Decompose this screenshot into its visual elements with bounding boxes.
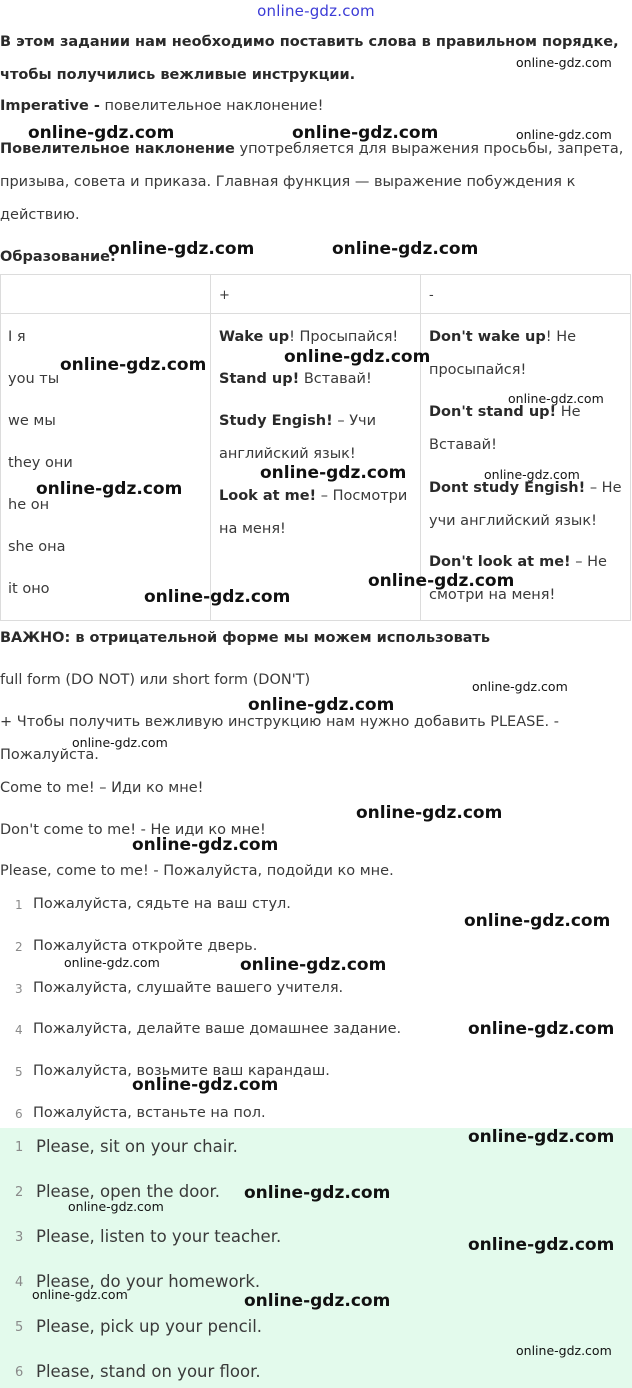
important-note: ВАЖНО: в отрицательной форме мы можем использовать	[0, 630, 491, 646]
negative-command: Don't stand up!	[429, 404, 557, 420]
positive-translation: на меня!	[219, 521, 286, 537]
pronoun-cell: you ты	[8, 371, 60, 387]
negative-translation: Вставай!	[429, 437, 497, 453]
watermark: online-gdz.com	[244, 1183, 391, 1203]
watermark: online-gdz.com	[468, 1127, 615, 1147]
watermark: online-gdz.com	[468, 1235, 615, 1255]
please-note-line-2: Пожалуйста.	[0, 747, 99, 763]
list-number: 5	[15, 1065, 23, 1079]
mood-line-3: действию.	[0, 207, 80, 223]
watermark: online-gdz.com	[468, 1019, 615, 1039]
pronoun-cell: we мы	[8, 413, 56, 429]
answer-number: 5	[15, 1320, 24, 1335]
positive-translation: Вставай!	[299, 371, 372, 387]
example-line: Don't come to me! - Не иди ко мне!	[0, 822, 266, 838]
pronoun-cell: she она	[8, 539, 66, 555]
negative-command: Don't look at me!	[429, 554, 571, 570]
negative-translation: Не	[556, 404, 581, 420]
watermark: online-gdz.com	[72, 735, 168, 750]
list-item: Пожалуйста, возьмите ваш карандаш.	[33, 1063, 330, 1079]
positive-command: Stand up!	[219, 371, 300, 387]
answer-item: Please, listen to your teacher.	[36, 1227, 282, 1246]
watermark: online-gdz.com	[484, 467, 580, 482]
watermark: online-gdz.com	[36, 479, 183, 499]
example-line: Come to me! – Иди ко мне!	[0, 780, 204, 796]
watermark: online-gdz.com	[240, 955, 387, 975]
list-item: Пожалуйста откройте дверь.	[33, 938, 258, 954]
pronoun-cell: it оно	[8, 581, 50, 597]
list-number: 2	[15, 940, 23, 954]
answer-number: 4	[15, 1275, 24, 1290]
positive-line	[219, 521, 286, 537]
watermark: online-gdz.com	[132, 1075, 279, 1095]
watermark: online-gdz.com	[248, 695, 395, 715]
answer-item: Please, sit on your chair.	[36, 1137, 238, 1156]
watermark: online-gdz.com	[28, 123, 175, 143]
intro-line-2: чтобы получились вежливые инструкции.	[0, 67, 356, 83]
answer-item: Please, do your homework.	[36, 1272, 261, 1291]
negative-translation: просыпайся!	[429, 362, 527, 378]
positive-command: Study Engish!	[219, 413, 333, 429]
imperative-term: Imperative -	[0, 98, 100, 114]
watermark: online-gdz.com	[144, 587, 291, 607]
negative-line	[429, 480, 622, 496]
list-number: 3	[15, 982, 23, 996]
watermark: online-gdz.com	[464, 911, 611, 931]
table-header-negative: -	[429, 288, 434, 303]
positive-line	[219, 329, 398, 345]
forms-note: full form (DO NOT) или short form (DON'T)	[0, 672, 311, 688]
please-note-line-1: + Чтобы получить вежливую инструкцию нам нужно добавить PLEASE. -	[0, 714, 559, 730]
formation-label: Образование:	[0, 249, 116, 265]
table-divider	[210, 275, 211, 620]
example-line: Please, come to me! - Пожалуйста, подойди ко мне.	[0, 863, 394, 879]
pronoun-cell: they они	[8, 455, 73, 471]
watermark: online-gdz.com	[356, 803, 503, 823]
mood-line-1	[0, 141, 623, 157]
table-divider	[1, 313, 630, 314]
negative-command: Dont study Engish!	[429, 480, 586, 496]
mood-line-1-rest: употребляется для выражения просьбы, запрета,	[234, 141, 624, 157]
imperative-table	[0, 274, 631, 621]
positive-line	[219, 446, 356, 462]
pronoun-cell: I я	[8, 329, 26, 345]
watermark: online-gdz.com	[332, 239, 479, 259]
watermark: online-gdz.com	[60, 355, 207, 375]
negative-translation: ! Не	[545, 329, 577, 345]
answer-item: Please, pick up your pencil.	[36, 1317, 263, 1336]
imperative-text: повелительное наклонение!	[99, 98, 324, 114]
list-number: 1	[15, 898, 23, 912]
watermark: online-gdz.com	[68, 1199, 164, 1214]
pronoun-cell: he он	[8, 497, 50, 513]
answer-number: 2	[15, 1185, 24, 1200]
table-header-positive: +	[219, 288, 230, 303]
list-item: Пожалуйста, встаньте на пол.	[33, 1105, 266, 1121]
negative-line	[429, 362, 526, 378]
watermark: online-gdz.com	[368, 571, 515, 591]
negative-translation: учи английский язык!	[429, 513, 597, 529]
positive-line	[219, 413, 376, 429]
negative-line	[429, 329, 576, 345]
negative-command: Don't wake up	[429, 329, 546, 345]
list-item: Пожалуйста, делайте ваше домашнее задание.	[33, 1021, 402, 1037]
negative-line	[429, 513, 597, 529]
answer-number: 1	[15, 1140, 24, 1155]
imperative-definition	[0, 98, 323, 114]
watermark: online-gdz.com	[108, 239, 255, 259]
negative-line	[429, 404, 581, 420]
list-number: 4	[15, 1023, 23, 1037]
watermark: online-gdz.com	[32, 1287, 128, 1302]
intro-line-1: В этом задании нам необходимо поставить слова в правильном порядке,	[0, 34, 619, 50]
table-divider	[420, 275, 421, 620]
answer-item: Please, open the door.	[36, 1182, 220, 1201]
positive-command: Look at me!	[219, 488, 317, 504]
negative-translation: – Не	[570, 554, 607, 570]
positive-translation: английский язык!	[219, 446, 356, 462]
watermark: online-gdz.com	[260, 463, 407, 483]
answer-number: 3	[15, 1230, 24, 1245]
watermark: online-gdz.com	[508, 391, 604, 406]
negative-line	[429, 554, 607, 570]
mood-term: Повелительное наклонение	[0, 141, 235, 157]
positive-translation: – Посмотри	[316, 488, 408, 504]
positive-translation: ! Просыпайся!	[289, 329, 399, 345]
list-item: Пожалуйста, сядьте на ваш стул.	[33, 896, 291, 912]
negative-line	[429, 437, 497, 453]
positive-command: Wake up	[219, 329, 290, 345]
watermark: online-gdz.com	[244, 1291, 391, 1311]
header-watermark: online-gdz.com	[257, 2, 375, 20]
watermark: online-gdz.com	[284, 347, 431, 367]
watermark: online-gdz.com	[132, 835, 279, 855]
positive-translation: – Учи	[332, 413, 377, 429]
list-number: 6	[15, 1107, 23, 1121]
mood-line-2: призыва, совета и приказа. Главная функция — выражение побуждения к	[0, 174, 576, 190]
watermark: online-gdz.com	[516, 55, 612, 70]
watermark: online-gdz.com	[516, 127, 612, 142]
watermark: online-gdz.com	[64, 955, 160, 970]
answer-item: Please, stand on your floor.	[36, 1362, 261, 1381]
watermark: online-gdz.com	[472, 679, 568, 694]
negative-translation: – Не	[585, 480, 622, 496]
list-item: Пожалуйста, слушайте вашего учителя.	[33, 980, 344, 996]
answer-number: 6	[15, 1365, 24, 1380]
watermark: online-gdz.com	[516, 1343, 612, 1358]
negative-translation: смотри на меня!	[429, 587, 556, 603]
positive-line	[219, 488, 407, 504]
positive-line	[219, 371, 372, 387]
watermark: online-gdz.com	[292, 123, 439, 143]
